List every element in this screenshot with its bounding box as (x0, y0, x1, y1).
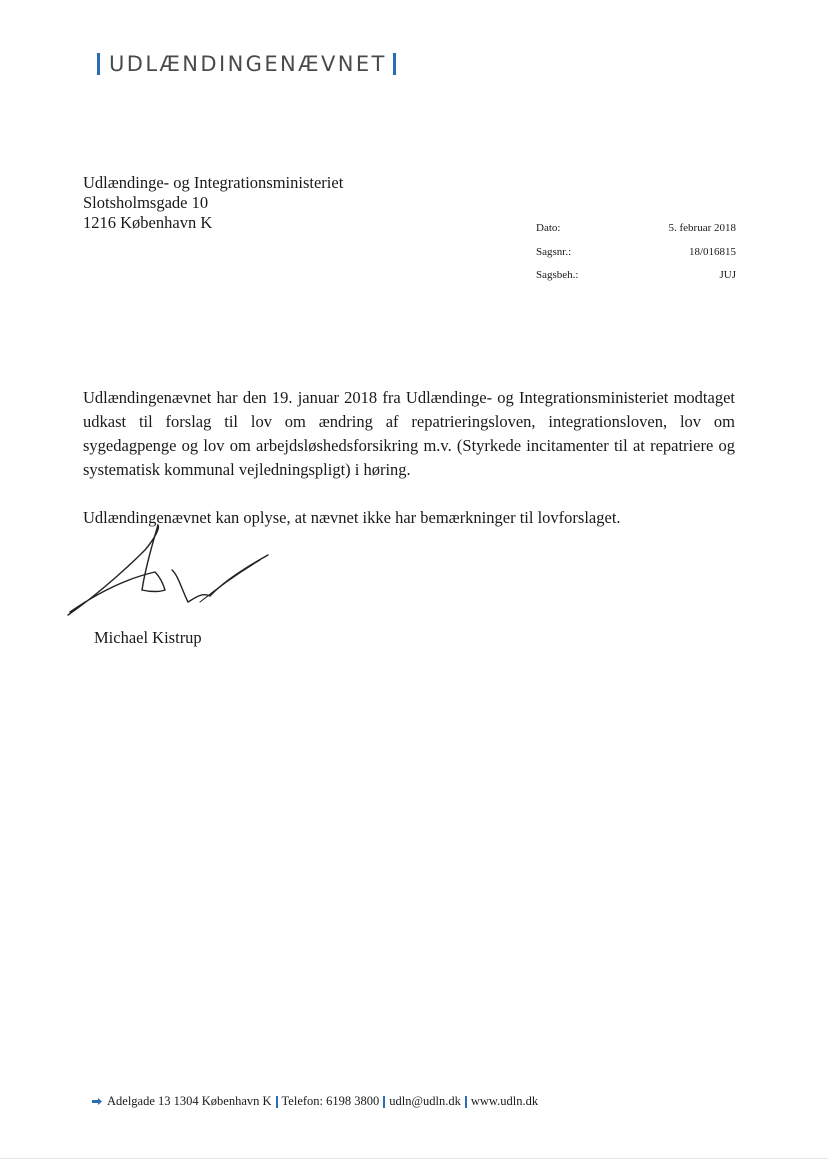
date-row (536, 222, 736, 246)
logo-text: UDLÆNDINGENÆVNET (109, 52, 387, 76)
date-value: 5. februar 2018 (668, 222, 736, 234)
footer-email[interactable]: udln@udln.dk (389, 1094, 461, 1108)
logo-bar-left (97, 53, 100, 75)
case-handler-label: Sagsbeh.: (536, 269, 579, 281)
recipient-street: Slotsholmsgade 10 (83, 193, 209, 212)
recipient-name: Udlændinge- og Integrationsministeriet (83, 173, 344, 192)
footer-separator (465, 1096, 467, 1108)
footer-website[interactable]: www.udln.dk (470, 1094, 539, 1108)
case-handler-row (536, 269, 736, 293)
signer-name: Michael Kistrup (94, 628, 202, 647)
page-edge-line (0, 1158, 828, 1159)
footer-separator (276, 1096, 278, 1108)
footer-phone: Telefon: 6198 3800 (281, 1094, 380, 1108)
case-handler-value: JUJ (719, 269, 736, 281)
footer-address: Adelgade 13 1304 København K (107, 1094, 272, 1108)
arrow-right-icon (92, 1098, 102, 1105)
logo-bar-right (393, 53, 396, 75)
body-paragraph-1: Udlændingenævnet har den 19. januar 2018 fra Udlændinge- og Integrationsministeriet modtaget udkast til forslag til lov om ændring af repatrieringsloven, integrationsloven, lov om sygedagpenge og lov om arbejdsløshedsforsikring m.v. (Styrkede incitamenter til at repatriere og systematisk kommunal vejledningspligt) i høring. (83, 388, 735, 479)
footer-contact (92, 1094, 538, 1109)
footer-separator (383, 1096, 385, 1108)
case-number-value: 18/016815 (688, 245, 736, 258)
recipient-address (83, 173, 343, 233)
case-number-row (536, 246, 736, 270)
body-paragraph-2: Udlændingenævnet kan oplyse, at nævnet ikke har bemærkninger til lovforslaget. (83, 508, 621, 527)
date-label: Dato: (536, 222, 561, 234)
recipient-city: 1216 København K (83, 213, 213, 232)
case-number-label: Sagsnr.: (536, 245, 572, 258)
letter-metadata (536, 222, 736, 293)
agency-logo (97, 52, 396, 76)
handwritten-signature (60, 520, 280, 630)
